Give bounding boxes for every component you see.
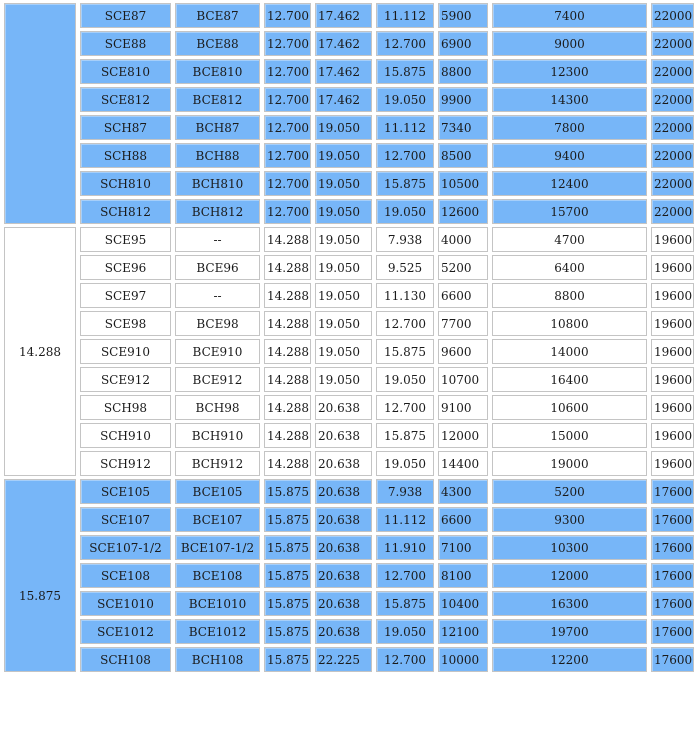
static-load-cell: 16300 [492,591,647,616]
inner-diameter-cell: 14.288 [264,451,311,476]
static-load-cell: 10600 [492,395,647,420]
outer-diameter-cell: 20.638 [315,535,372,560]
inner-diameter-cell: 14.288 [264,311,311,336]
alt-part-number-cell: BCH812 [175,199,260,224]
table-row [4,227,694,252]
part-number-cell: SCE912 [80,367,171,392]
part-number-cell: SCH910 [80,423,171,448]
width-cell: 15.875 [376,59,434,84]
speed-limit-cell: 19600 [651,283,694,308]
inner-diameter-cell: 15.875 [264,591,311,616]
alt-part-number-cell: BCE88 [175,31,260,56]
outer-diameter-cell: 22.225 [315,647,372,672]
inner-diameter-cell: 14.288 [264,283,311,308]
static-load-cell: 10800 [492,311,647,336]
table-row [4,115,694,140]
speed-limit-cell: 17600 [651,563,694,588]
part-number-cell: SCE97 [80,283,171,308]
width-cell: 11.112 [376,115,434,140]
outer-diameter-cell: 19.050 [315,339,372,364]
shaft-diameter-group-cell [4,3,76,224]
alt-part-number-cell: BCH810 [175,171,260,196]
dynamic-load-cell: 8800 [438,59,488,84]
width-cell: 12.700 [376,31,434,56]
inner-diameter-cell: 12.700 [264,3,311,28]
dynamic-load-cell: 10400 [438,591,488,616]
speed-limit-cell: 19600 [651,367,694,392]
alt-part-number-cell: BCE107 [175,507,260,532]
table-row [4,367,694,392]
width-cell: 11.910 [376,535,434,560]
speed-limit-cell: 22000 [651,171,694,196]
outer-diameter-cell: 19.050 [315,227,372,252]
static-load-cell: 10300 [492,535,647,560]
width-cell: 15.875 [376,591,434,616]
table-body [4,3,694,672]
dynamic-load-cell: 12100 [438,619,488,644]
speed-limit-cell: 22000 [651,143,694,168]
dynamic-load-cell: 4300 [438,479,488,504]
inner-diameter-cell: 14.288 [264,255,311,280]
table-row [4,199,694,224]
width-cell: 15.875 [376,339,434,364]
dynamic-load-cell: 6900 [438,31,488,56]
width-cell: 19.050 [376,367,434,392]
dynamic-load-cell: 7100 [438,535,488,560]
speed-limit-cell: 22000 [651,115,694,140]
part-number-cell: SCH912 [80,451,171,476]
table-row [4,395,694,420]
table-row [4,507,694,532]
static-load-cell: 12400 [492,171,647,196]
table-row [4,591,694,616]
speed-limit-cell: 17600 [651,647,694,672]
alt-part-number-cell: BCE810 [175,59,260,84]
width-cell: 19.050 [376,199,434,224]
part-number-cell: SCH108 [80,647,171,672]
width-cell: 11.112 [376,3,434,28]
table-row [4,339,694,364]
inner-diameter-cell: 14.288 [264,395,311,420]
table-row [4,479,694,504]
inner-diameter-cell: 12.700 [264,59,311,84]
outer-diameter-cell: 20.638 [315,563,372,588]
alt-part-number-cell: BCE910 [175,339,260,364]
shaft-diameter-group-cell: 14.288 [4,227,76,476]
width-cell: 12.700 [376,311,434,336]
outer-diameter-cell: 19.050 [315,367,372,392]
part-number-cell: SCE107 [80,507,171,532]
part-number-cell: SCE87 [80,3,171,28]
shaft-diameter-group-cell: 15.875 [4,479,76,672]
table-row [4,255,694,280]
inner-diameter-cell: 14.288 [264,339,311,364]
inner-diameter-cell: 15.875 [264,535,311,560]
alt-part-number-cell: BCH87 [175,115,260,140]
dynamic-load-cell: 4000 [438,227,488,252]
inner-diameter-cell: 14.288 [264,423,311,448]
inner-diameter-cell: 12.700 [264,143,311,168]
part-number-cell: SCE1010 [80,591,171,616]
alt-part-number-cell: BCE107-1/2 [175,535,260,560]
outer-diameter-cell: 20.638 [315,423,372,448]
static-load-cell: 5200 [492,479,647,504]
table-row [4,31,694,56]
alt-part-number-cell: BCH910 [175,423,260,448]
speed-limit-cell: 17600 [651,507,694,532]
static-load-cell: 14300 [492,87,647,112]
speed-limit-cell: 19600 [651,339,694,364]
outer-diameter-cell: 19.050 [315,255,372,280]
inner-diameter-cell: 12.700 [264,199,311,224]
table-row [4,143,694,168]
alt-part-number-cell: BCE98 [175,311,260,336]
static-load-cell: 12200 [492,647,647,672]
width-cell: 11.130 [376,283,434,308]
dynamic-load-cell: 8500 [438,143,488,168]
outer-diameter-cell: 19.050 [315,143,372,168]
part-number-cell: SCH88 [80,143,171,168]
speed-limit-cell: 17600 [651,591,694,616]
outer-diameter-cell: 19.050 [315,199,372,224]
outer-diameter-cell: 20.638 [315,591,372,616]
table-row [4,647,694,672]
static-load-cell: 15700 [492,199,647,224]
inner-diameter-cell: 12.700 [264,87,311,112]
dynamic-load-cell: 14400 [438,451,488,476]
outer-diameter-cell: 19.050 [315,283,372,308]
alt-part-number-cell: BCE1012 [175,619,260,644]
part-number-cell: SCE107-1/2 [80,535,171,560]
static-load-cell: 12000 [492,563,647,588]
part-number-cell: SCE910 [80,339,171,364]
part-number-cell: SCE105 [80,479,171,504]
dynamic-load-cell: 9900 [438,87,488,112]
inner-diameter-cell: 15.875 [264,507,311,532]
static-load-cell: 15000 [492,423,647,448]
static-load-cell: 9400 [492,143,647,168]
inner-diameter-cell: 15.875 [264,619,311,644]
width-cell: 12.700 [376,563,434,588]
width-cell: 19.050 [376,87,434,112]
table-row [4,59,694,84]
dynamic-load-cell: 12600 [438,199,488,224]
part-number-cell: SCE96 [80,255,171,280]
part-number-cell: SCE88 [80,31,171,56]
alt-part-number-cell: -- [175,227,260,252]
width-cell: 19.050 [376,451,434,476]
dynamic-load-cell: 12000 [438,423,488,448]
alt-part-number-cell: BCH108 [175,647,260,672]
speed-limit-cell: 17600 [651,535,694,560]
speed-limit-cell: 22000 [651,87,694,112]
alt-part-number-cell: BCE108 [175,563,260,588]
width-cell: 15.875 [376,171,434,196]
speed-limit-cell: 22000 [651,59,694,84]
table-row [4,451,694,476]
dynamic-load-cell: 5200 [438,255,488,280]
outer-diameter-cell: 19.050 [315,311,372,336]
part-number-cell: SCE95 [80,227,171,252]
dynamic-load-cell: 10500 [438,171,488,196]
width-cell: 7.938 [376,479,434,504]
width-cell: 12.700 [376,647,434,672]
dynamic-load-cell: 6600 [438,507,488,532]
width-cell: 9.525 [376,255,434,280]
alt-part-number-cell: BCH912 [175,451,260,476]
part-number-cell: SCH87 [80,115,171,140]
static-load-cell: 19000 [492,451,647,476]
speed-limit-cell: 19600 [651,227,694,252]
width-cell: 7.938 [376,227,434,252]
speed-limit-cell: 19600 [651,451,694,476]
table-row [4,423,694,448]
dynamic-load-cell: 9600 [438,339,488,364]
outer-diameter-cell: 17.462 [315,3,372,28]
dynamic-load-cell: 9100 [438,395,488,420]
part-number-cell: SCH98 [80,395,171,420]
static-load-cell: 6400 [492,255,647,280]
alt-part-number-cell: BCE105 [175,479,260,504]
inner-diameter-cell: 15.875 [264,647,311,672]
table-row [4,535,694,560]
dynamic-load-cell: 5900 [438,3,488,28]
static-load-cell: 8800 [492,283,647,308]
inner-diameter-cell: 14.288 [264,367,311,392]
outer-diameter-cell: 20.638 [315,395,372,420]
outer-diameter-cell: 20.638 [315,451,372,476]
width-cell: 15.875 [376,423,434,448]
inner-diameter-cell: 15.875 [264,479,311,504]
part-number-cell: SCE812 [80,87,171,112]
width-cell: 12.700 [376,143,434,168]
dynamic-load-cell: 10700 [438,367,488,392]
static-load-cell: 4700 [492,227,647,252]
outer-diameter-cell: 17.462 [315,31,372,56]
table-row [4,3,694,28]
speed-limit-cell: 19600 [651,395,694,420]
dynamic-load-cell: 6600 [438,283,488,308]
part-number-cell: SCE98 [80,311,171,336]
outer-diameter-cell: 20.638 [315,619,372,644]
table-row [4,619,694,644]
outer-diameter-cell: 17.462 [315,87,372,112]
outer-diameter-cell: 17.462 [315,59,372,84]
speed-limit-cell: 17600 [651,479,694,504]
width-cell: 11.112 [376,507,434,532]
inner-diameter-cell: 12.700 [264,31,311,56]
speed-limit-cell: 17600 [651,619,694,644]
static-load-cell: 9000 [492,31,647,56]
outer-diameter-cell: 19.050 [315,115,372,140]
table-row [4,311,694,336]
dynamic-load-cell: 7340 [438,115,488,140]
dynamic-load-cell: 10000 [438,647,488,672]
table-row [4,563,694,588]
speed-limit-cell: 19600 [651,255,694,280]
alt-part-number-cell: BCH88 [175,143,260,168]
static-load-cell: 16400 [492,367,647,392]
alt-part-number-cell: -- [175,283,260,308]
inner-diameter-cell: 12.700 [264,115,311,140]
static-load-cell: 7400 [492,3,647,28]
table-row [4,283,694,308]
part-number-cell: SCE108 [80,563,171,588]
static-load-cell: 12300 [492,59,647,84]
part-number-cell: SCE1012 [80,619,171,644]
static-load-cell: 19700 [492,619,647,644]
static-load-cell: 7800 [492,115,647,140]
speed-limit-cell: 22000 [651,3,694,28]
inner-diameter-cell: 12.700 [264,171,311,196]
part-number-cell: SCH810 [80,171,171,196]
dynamic-load-cell: 7700 [438,311,488,336]
alt-part-number-cell: BCE812 [175,87,260,112]
dynamic-load-cell: 8100 [438,563,488,588]
inner-diameter-cell: 15.875 [264,563,311,588]
static-load-cell: 14000 [492,339,647,364]
part-number-cell: SCH812 [80,199,171,224]
speed-limit-cell: 22000 [651,199,694,224]
outer-diameter-cell: 20.638 [315,507,372,532]
outer-diameter-cell: 19.050 [315,171,372,196]
table-row [4,87,694,112]
speed-limit-cell: 19600 [651,423,694,448]
alt-part-number-cell: BCH98 [175,395,260,420]
alt-part-number-cell: BCE96 [175,255,260,280]
speed-limit-cell: 22000 [651,31,694,56]
static-load-cell: 9300 [492,507,647,532]
outer-diameter-cell: 20.638 [315,479,372,504]
width-cell: 19.050 [376,619,434,644]
table-row [4,171,694,196]
width-cell: 12.700 [376,395,434,420]
part-number-cell: SCE810 [80,59,171,84]
inner-diameter-cell: 14.288 [264,227,311,252]
speed-limit-cell: 19600 [651,311,694,336]
alt-part-number-cell: BCE1010 [175,591,260,616]
alt-part-number-cell: BCE87 [175,3,260,28]
alt-part-number-cell: BCE912 [175,367,260,392]
